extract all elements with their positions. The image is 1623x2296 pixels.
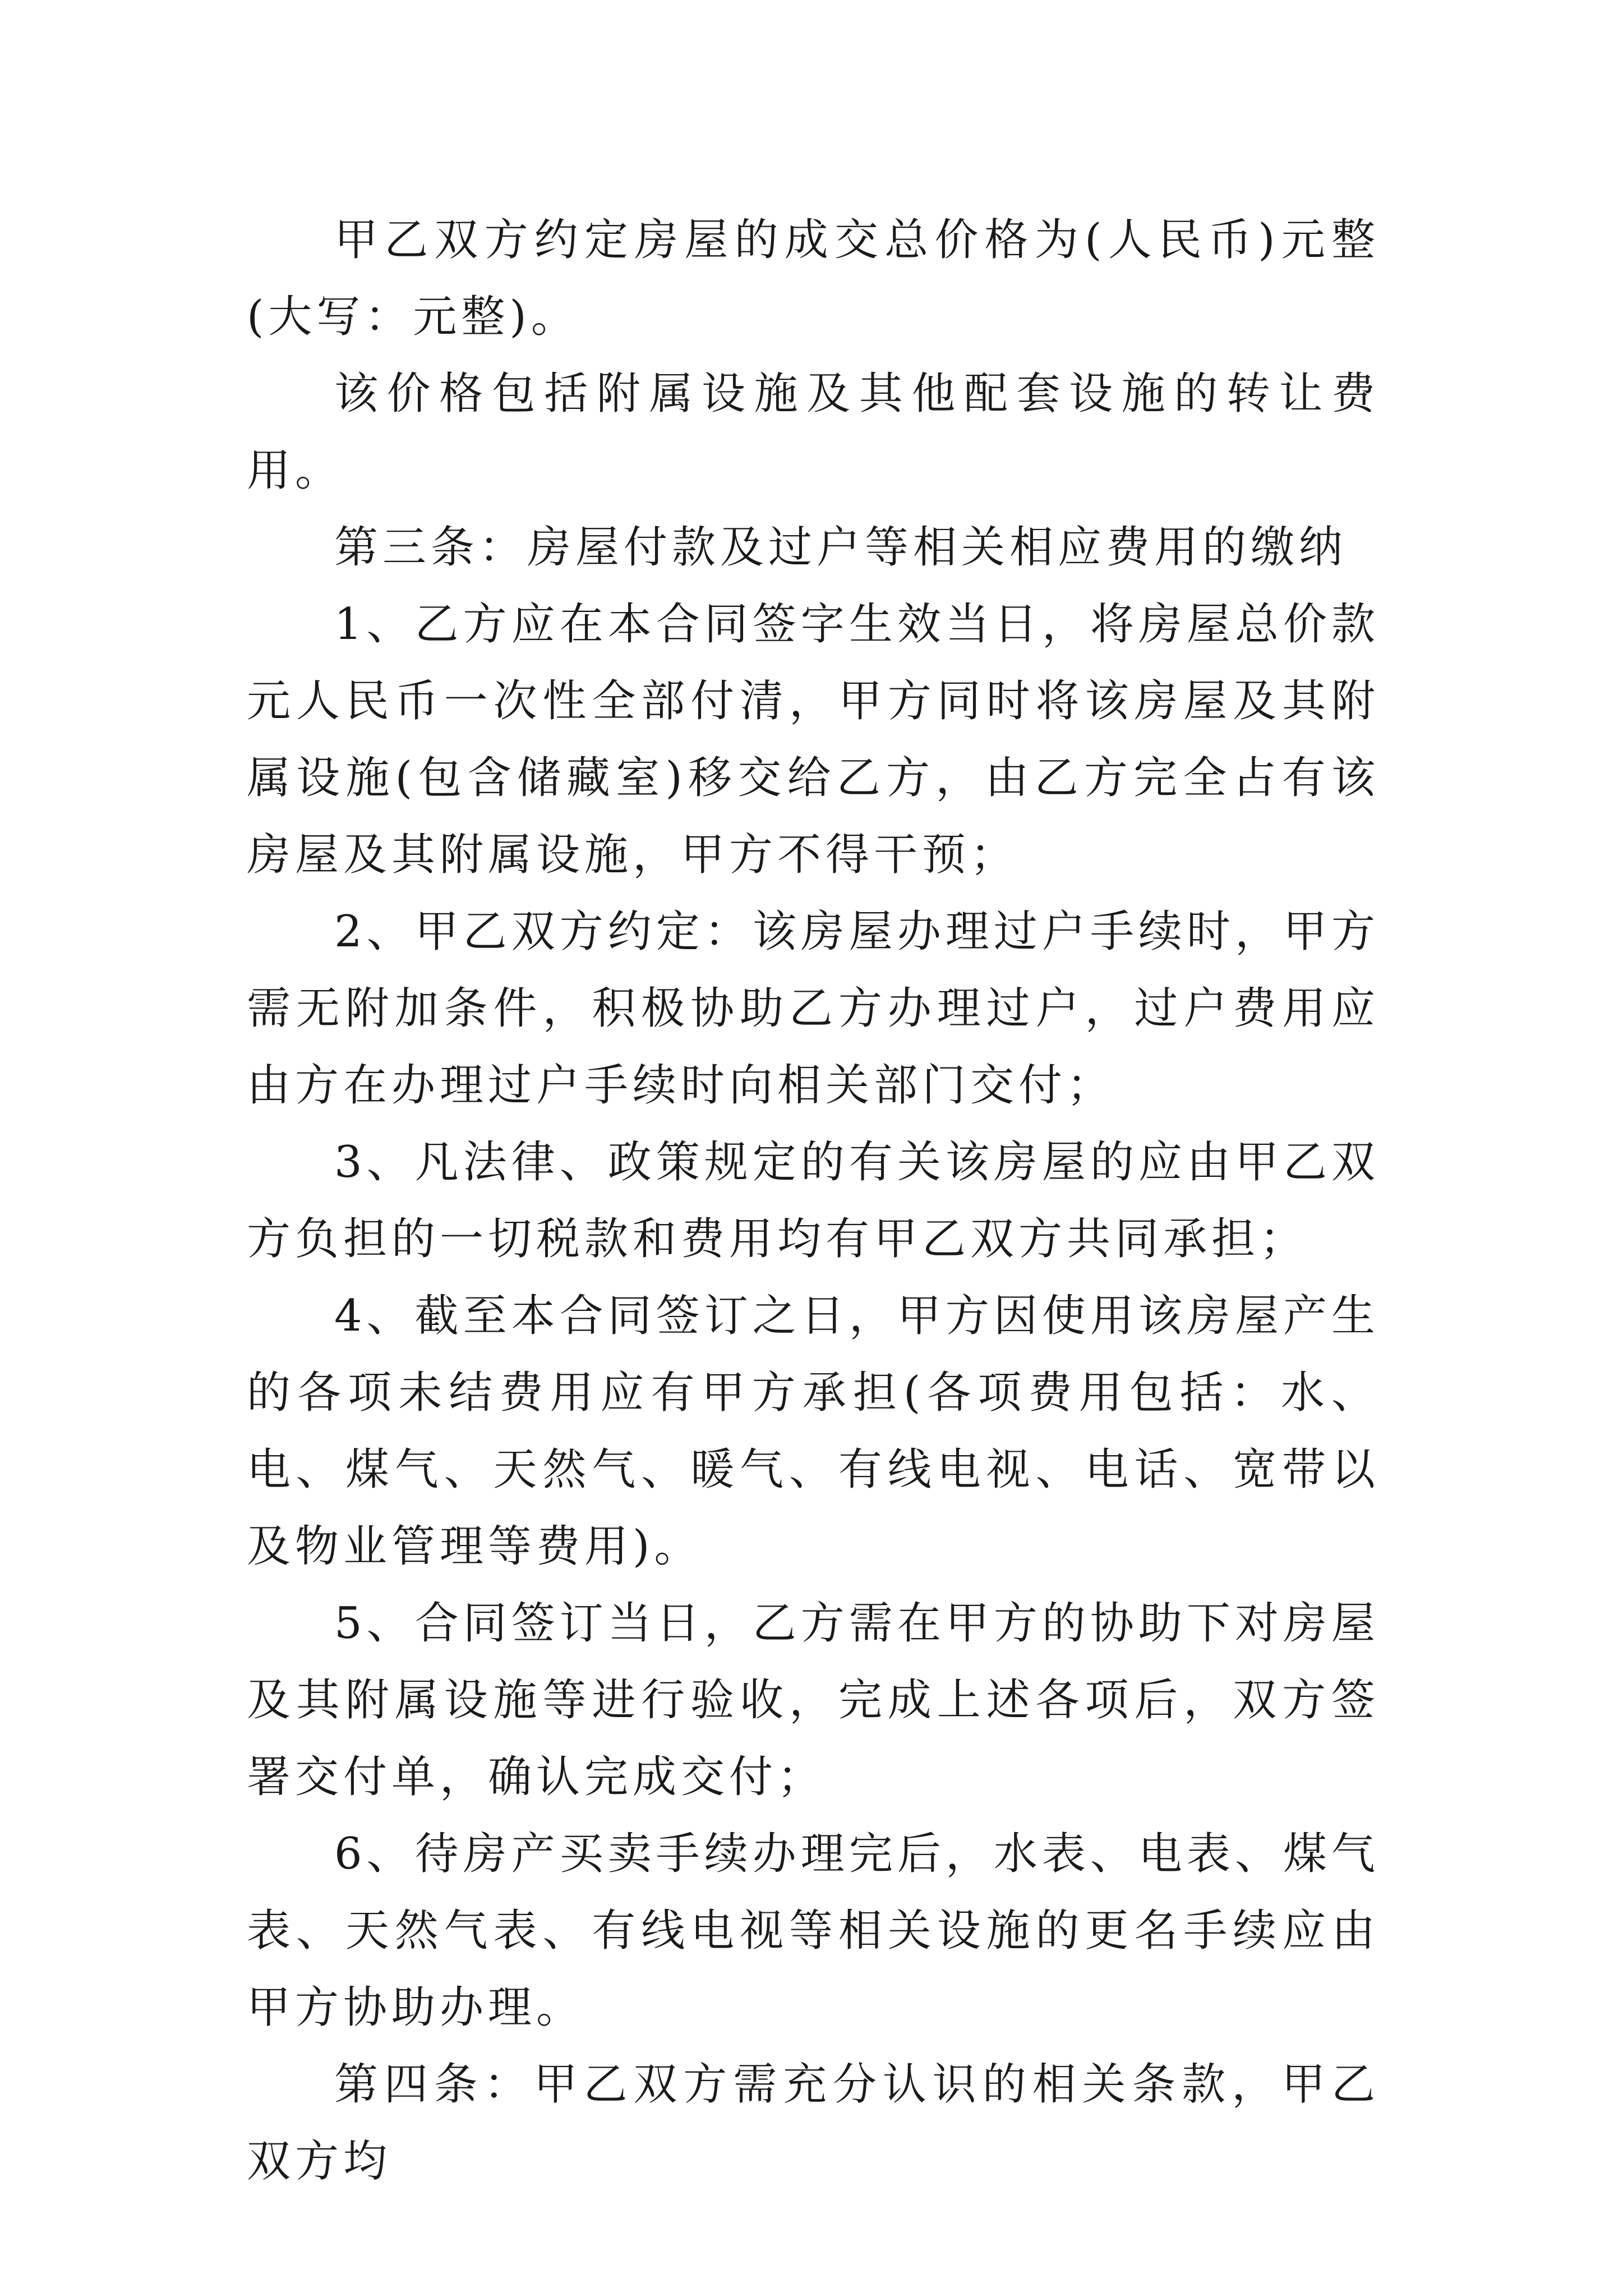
article-4-heading: 第四条：甲乙双方需充分认识的相关条款，甲乙双方均 bbox=[247, 2059, 1380, 2187]
article-3-heading: 第三条：房屋付款及过户等相关相应费用的缴纳 bbox=[334, 522, 1348, 573]
paragraph-price-scope: 该价格包括附属设施及其他配套设施的转让费用。 bbox=[247, 369, 1380, 496]
paragraph-price: 甲乙双方约定房屋的成交总价格为(人民币)元整(大写：元整)。 bbox=[247, 215, 1380, 342]
clause-6: 6、待房产买卖手续办理完后，水表、电表、煤气表、天然气表、有线电视等相关设施的更名手续应由甲方协助办理。 bbox=[247, 1829, 1380, 2033]
clause-4: 4、截至本合同签订之日，甲方因使用该房屋产生的各项未结费用应有甲方承担(各项费用包括：水、电、煤气、天然气、暖气、有线电视、电话、宽带以及物业管理等费用)。 bbox=[247, 1291, 1380, 1572]
clause-1: 1、乙方应在本合同签字生效当日，将房屋总价款元人民币一次性全部付清，甲方同时将该房屋及其附属设施(包含储藏室)移交给乙方，由乙方完全占有该房屋及其附属设施，甲方不得干预； bbox=[247, 599, 1380, 880]
clause-5: 5、合同签订当日，乙方需在甲方的协助下对房屋及其附属设施等进行验收，完成上述各项后，双方签署交付单，确认完成交付； bbox=[247, 1598, 1380, 1802]
clause-3: 3、凡法律、政策规定的有关该房屋的应由甲乙双方负担的一切税款和费用均有甲乙双方共同承担； bbox=[247, 1137, 1380, 1264]
clause-2: 2、甲乙双方约定：该房屋办理过户手续时，甲方需无附加条件，积极协助乙方办理过户，过户费用应由方在办理过户手续时向相关部门交付； bbox=[247, 907, 1380, 1111]
document-body bbox=[247, 202, 1380, 2200]
